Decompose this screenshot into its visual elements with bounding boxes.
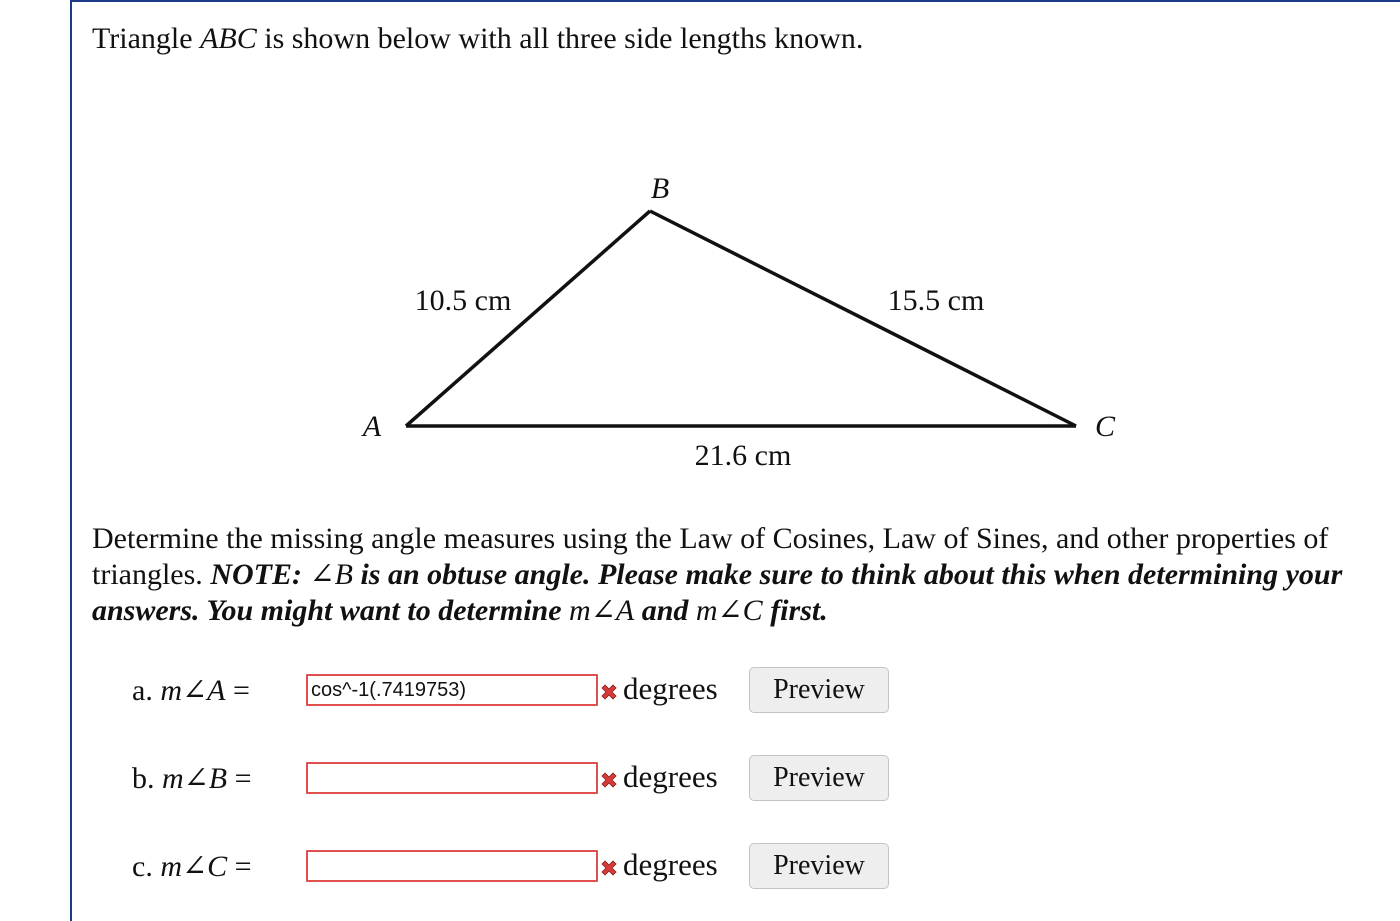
answer-label-c: c. m∠C = xyxy=(132,850,252,883)
answer-label-a: a. m∠A = xyxy=(132,674,250,707)
side-bc-label: 15.5 cm xyxy=(887,284,985,317)
vertex-a-label: A xyxy=(362,410,382,443)
x-mark-icon xyxy=(598,769,620,791)
vertex-b-label: B xyxy=(650,172,670,205)
answer-row-a xyxy=(0,667,1000,717)
unit-label-c: degrees xyxy=(623,847,718,882)
unit-label-b: degrees xyxy=(623,759,718,794)
x-mark-icon xyxy=(598,857,620,879)
preview-button-b[interactable]: Preview xyxy=(749,755,889,801)
triangle-name: ABC xyxy=(200,22,257,55)
answer-input-a[interactable] xyxy=(306,674,598,706)
preview-button-a[interactable]: Preview xyxy=(749,667,889,713)
answer-row-c xyxy=(0,843,1000,893)
answer-input-b[interactable] xyxy=(306,762,598,794)
answer-row-b xyxy=(0,755,1000,805)
vertex-c-label: C xyxy=(1094,410,1116,443)
unit-label-a: degrees xyxy=(623,671,718,706)
side-ab-line xyxy=(406,211,650,426)
side-bc-line xyxy=(650,211,1076,426)
intro-text: Triangle ABC is shown below with all three side lengths known. xyxy=(92,22,864,55)
problem-statement: Determine the missing angle measures using the Law of Cosines, Law of Sines, and other properties of triangles. NOTE: ∠B is an obtuse angle. Please make sure to think about this when determining your answers. You might want to determine m∠A and m∠C first. xyxy=(92,522,1343,627)
answer-input-c[interactable] xyxy=(306,850,598,882)
answer-label-b: b. m∠B = xyxy=(132,762,252,795)
side-ac-label: 21.6 cm xyxy=(694,439,792,472)
x-mark-icon xyxy=(598,681,620,703)
preview-button-c[interactable]: Preview xyxy=(749,843,889,889)
side-ab-label: 10.5 cm xyxy=(414,284,512,317)
note-block: NOTE: ∠B is an obtuse angle. Please make sure to think about this when determining your answers. You might want to determine m∠A and m∠C first. xyxy=(92,558,1343,627)
